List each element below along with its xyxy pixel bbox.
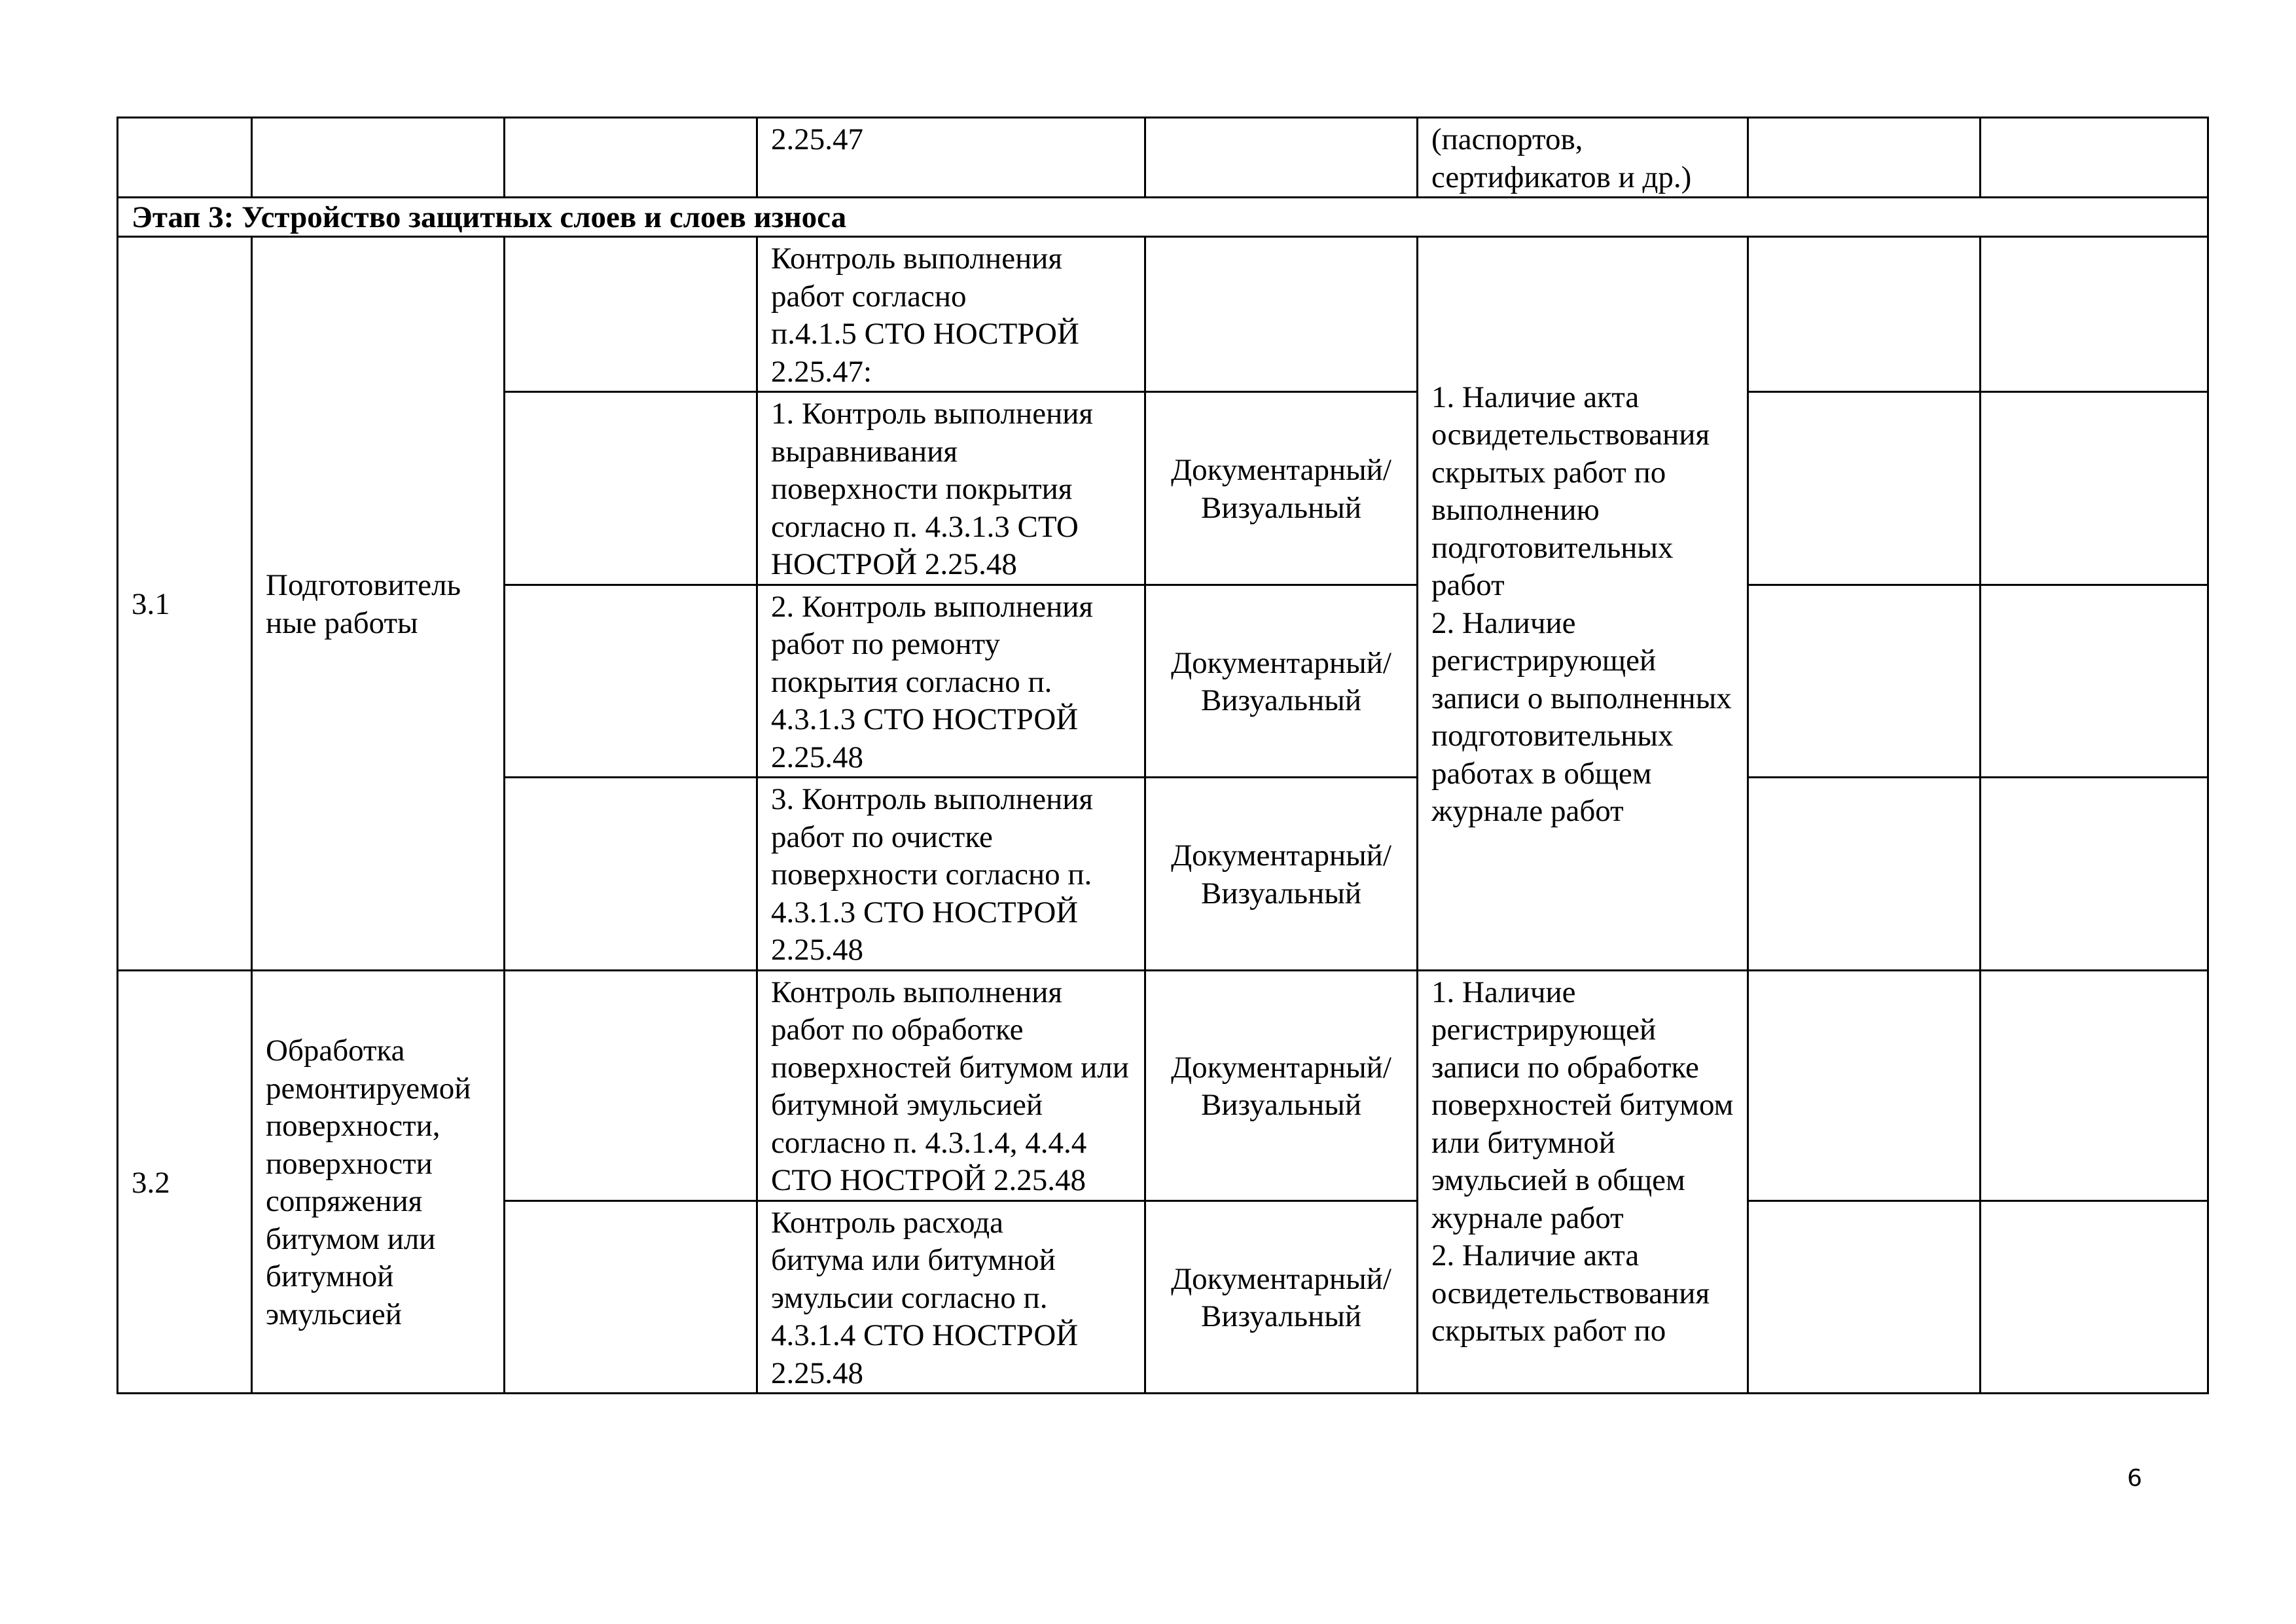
table-cell [505,392,757,585]
table-cell [1748,392,1981,585]
table-row [118,118,2208,198]
requirement-cell: Контроль выполнения работ согласно п.4.1.5 СТО НОСТРОЙ 2.25.47: [757,237,1145,392]
stage-heading: Этап 3: Устройство защитных слоев и слоев износа [118,198,2208,237]
method-cell: Документарный/ Визуальный [1145,392,1418,585]
table-cell [252,118,505,198]
page-number: 6 [2127,1465,2142,1492]
table-cell [1981,778,2208,971]
table-cell [505,970,757,1200]
table-cell [505,778,757,971]
document-cell: 1. Наличие регистрирующей записи по обработке поверхностей битумом или битумной эмульсией в общем журнале работ 2. Наличие акта освидетельствования скрытых работ по [1418,970,1748,1394]
requirement-cell: 3. Контроль выполнения работ по очистке поверхности согласно п. 4.3.1.3 СТО НОСТРОЙ 2.25.48 [757,778,1145,971]
table-cell [1981,392,2208,585]
method-cell: Документарный/ Визуальный [1145,778,1418,971]
requirement-cell: Контроль выполнения работ по обработке поверхностей битумом или битумной эмульсией согласно п. 4.3.1.4, 4.4.4 СТО НОСТРОЙ 2.25.48 [757,970,1145,1200]
method-cell [1145,237,1418,392]
method-cell: Документарный/ Визуальный [1145,585,1418,778]
table-cell [505,118,757,198]
section-number: 3.1 [118,237,252,971]
table-row [118,237,2208,392]
table-cell [1981,1200,2208,1394]
table-cell [1748,970,1981,1200]
stage-heading-row [118,198,2208,237]
table-cell [1981,237,2208,392]
method-cell: Документарный/ Визуальный [1145,970,1418,1200]
table-cell [505,1200,757,1394]
table-cell [505,585,757,778]
document-cell: 1. Наличие акта освидетельствования скрытых работ по выполнению подготовительных работ 2. Наличие регистрирующей записи о выполненных подготовительных работах в общем журнале работ [1418,237,1748,971]
requirement-cell: 1. Контроль выполнения выравнивания поверхности покрытия согласно п. 4.3.1.3 СТО НОСТРОЙ 2.25.48 [757,392,1145,585]
requirement-cell: Контроль расхода битума или битумной эмульсии согласно п. 4.3.1.4 СТО НОСТРОЙ 2.25.48 [757,1200,1145,1394]
requirement-cell: 2. Контроль выполнения работ по ремонту покрытия согласно п. 4.3.1.3 СТО НОСТРОЙ 2.25.48 [757,585,1145,778]
method-cell: Документарный/ Визуальный [1145,1200,1418,1394]
table-row [118,970,2208,1200]
table-cell [1981,970,2208,1200]
table-cell [1748,118,1981,198]
requirement-cell: 2.25.47 [757,118,1145,198]
table-cell [1981,585,2208,778]
table-cell [505,237,757,392]
method-cell [1145,118,1418,198]
document-cell: (паспортов, сертификатов и др.) [1418,118,1748,198]
table-cell [1748,237,1981,392]
table-cell [118,118,252,198]
table-cell [1748,778,1981,971]
section-name: Подготовитель ные работы [252,237,505,971]
table-cell [1748,585,1981,778]
table-cell [1748,1200,1981,1394]
control-table [117,117,2209,1394]
table-cell [1981,118,2208,198]
section-number: 3.2 [118,970,252,1394]
section-name: Обработка ремонтируемой поверхности, поверхности сопряжения битумом или битумной эмульсией [252,970,505,1394]
